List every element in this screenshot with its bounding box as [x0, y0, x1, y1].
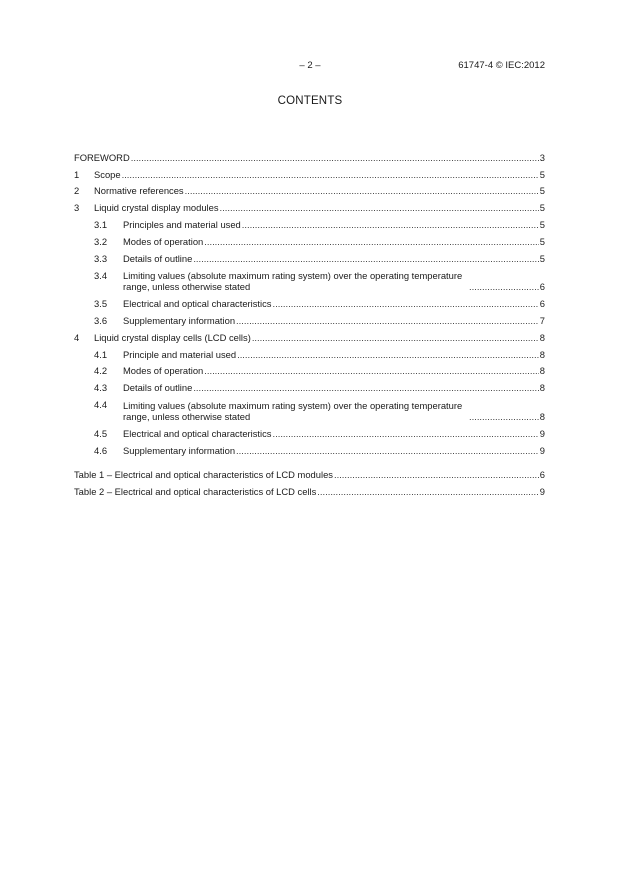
toc-entry-number: 3.5	[94, 298, 108, 310]
toc-entry-4-5[interactable]	[74, 422, 545, 439]
toc-entry-2[interactable]	[74, 180, 545, 197]
dot-leader	[334, 469, 539, 480]
dot-leader	[204, 236, 539, 247]
toc-entry-4[interactable]	[74, 326, 545, 343]
toc-entry-page: 8	[539, 382, 545, 394]
toc-entry-text: Limiting values (absolute maximum rating system) over the operating temperature range, unless otherwise stated	[123, 270, 463, 293]
toc-entry-text: Modes of operation	[123, 235, 204, 247]
toc-entry-number: 4.6	[94, 444, 108, 456]
toc-entry-text: Electrical and optical characteristics	[123, 298, 272, 310]
dot-leader	[469, 281, 539, 292]
toc-entry-text: Principles and material used	[123, 218, 241, 230]
toc-entry-page: 8	[539, 348, 545, 360]
toc-entry-number: 4.3	[94, 382, 108, 394]
dot-leader	[242, 219, 539, 230]
toc-entry-text: Normative references	[94, 185, 184, 197]
toc-entry-text: Modes of operation	[123, 365, 204, 377]
toc-entry-text: FOREWORD	[74, 151, 130, 163]
toc-entry-number: 4.2	[94, 365, 108, 377]
dot-leader	[193, 253, 538, 264]
toc-entry-text: Liquid crystal display modules	[94, 202, 219, 214]
toc-entry-number: 3	[74, 202, 80, 214]
toc-entry-page: 5	[539, 202, 545, 214]
toc-entry-text: Liquid crystal display cells (LCD cells)	[94, 331, 251, 343]
toc-entry-number: 2	[74, 185, 80, 197]
toc-entry-page: 8	[539, 410, 545, 422]
toc-entry-3-1[interactable]	[74, 213, 545, 230]
toc-entry-text: Scope	[94, 168, 121, 180]
toc-entry-text: Electrical and optical characteristics	[123, 427, 272, 439]
toc-entry-text: Details of outline	[123, 252, 193, 264]
toc-entry-page: 6	[539, 298, 545, 310]
toc-entry-page: 6	[539, 281, 545, 293]
toc-entry-4-2[interactable]	[74, 360, 545, 377]
toc-entry-page: 9	[539, 427, 545, 439]
toc-entry-4-1[interactable]	[74, 343, 545, 360]
dot-leader	[236, 315, 539, 326]
toc-entry-page: 3	[539, 151, 545, 163]
toc-entry-number: 3.6	[94, 314, 108, 326]
page-number: – 2 –	[299, 60, 321, 71]
toc-entry-page: 8	[539, 365, 545, 377]
dot-leader	[193, 382, 538, 393]
toc-entry-4-3[interactable]	[74, 376, 545, 393]
toc-entry-page: 8	[539, 331, 545, 343]
toc-entry-number: 1	[74, 168, 80, 180]
dot-leader	[122, 169, 539, 180]
toc-entry-3-4[interactable]	[74, 264, 545, 293]
toc-entry-3-2[interactable]	[74, 230, 545, 247]
toc-entry-4-6[interactable]	[74, 439, 545, 456]
dot-leader	[185, 185, 539, 196]
dot-leader	[317, 486, 538, 497]
toc-entry-foreword[interactable]	[74, 146, 545, 163]
toc-entry-page: 5	[539, 252, 545, 264]
toc-entry-3-5[interactable]	[74, 292, 545, 309]
dot-leader	[237, 349, 539, 360]
toc-entry-text: Principle and material used	[123, 348, 237, 360]
toc-entry-number: 3.3	[94, 252, 108, 264]
toc-entry-number: 4.5	[94, 427, 108, 439]
toc-entry-page: 5	[539, 168, 545, 180]
toc-entry-page: 5	[539, 218, 545, 230]
toc-entry-text: Supplementary information	[123, 444, 236, 456]
toc-entry-text: Limiting values (absolute maximum rating system) over the operating temperature range, unless otherwise stated	[123, 399, 463, 422]
toc-entry-table-1[interactable]	[74, 464, 545, 481]
toc-entry-number: 4.4	[94, 399, 108, 411]
dot-leader	[204, 365, 539, 376]
toc-entry-text: Table 1 – Electrical and optical characteristics of LCD modules	[74, 469, 333, 481]
toc-entry-number: 3.2	[94, 235, 108, 247]
toc-entry-3-6[interactable]	[74, 309, 545, 326]
dot-leader	[220, 202, 539, 213]
dot-leader	[131, 152, 539, 163]
dot-leader	[252, 332, 539, 343]
toc-entry-3[interactable]	[74, 196, 545, 213]
dot-leader	[273, 298, 539, 309]
toc-entry-3-3[interactable]	[74, 247, 545, 264]
toc-entry-number: 3.4	[94, 269, 108, 281]
toc-entry-text: Table 2 – Electrical and optical characteristics of LCD cells	[74, 486, 317, 498]
toc-entry-number: 4	[74, 331, 80, 343]
toc-entry-page: 7	[539, 314, 545, 326]
dot-leader	[236, 445, 539, 456]
table-of-contents	[74, 146, 545, 497]
toc-entry-page: 9	[539, 444, 545, 456]
toc-spacer	[74, 456, 545, 464]
toc-entry-text: Supplementary information	[123, 314, 236, 326]
toc-entry-page: 9	[539, 486, 545, 498]
dot-leader	[273, 428, 539, 439]
toc-entry-text: Details of outline	[123, 382, 193, 394]
dot-leader	[469, 411, 539, 422]
toc-entry-number: 3.1	[94, 218, 108, 230]
toc-entry-page: 5	[539, 185, 545, 197]
toc-entry-table-2[interactable]	[74, 480, 545, 497]
page-header	[0, 60, 620, 74]
toc-entry-4-4[interactable]	[74, 393, 545, 422]
document-reference: 61747-4 © IEC:2012	[458, 60, 545, 71]
toc-entry-page: 5	[539, 235, 545, 247]
toc-entry-page: 6	[539, 469, 545, 481]
contents-title: CONTENTS	[277, 95, 343, 107]
toc-entry-1[interactable]	[74, 163, 545, 180]
toc-entry-number: 4.1	[94, 348, 108, 360]
